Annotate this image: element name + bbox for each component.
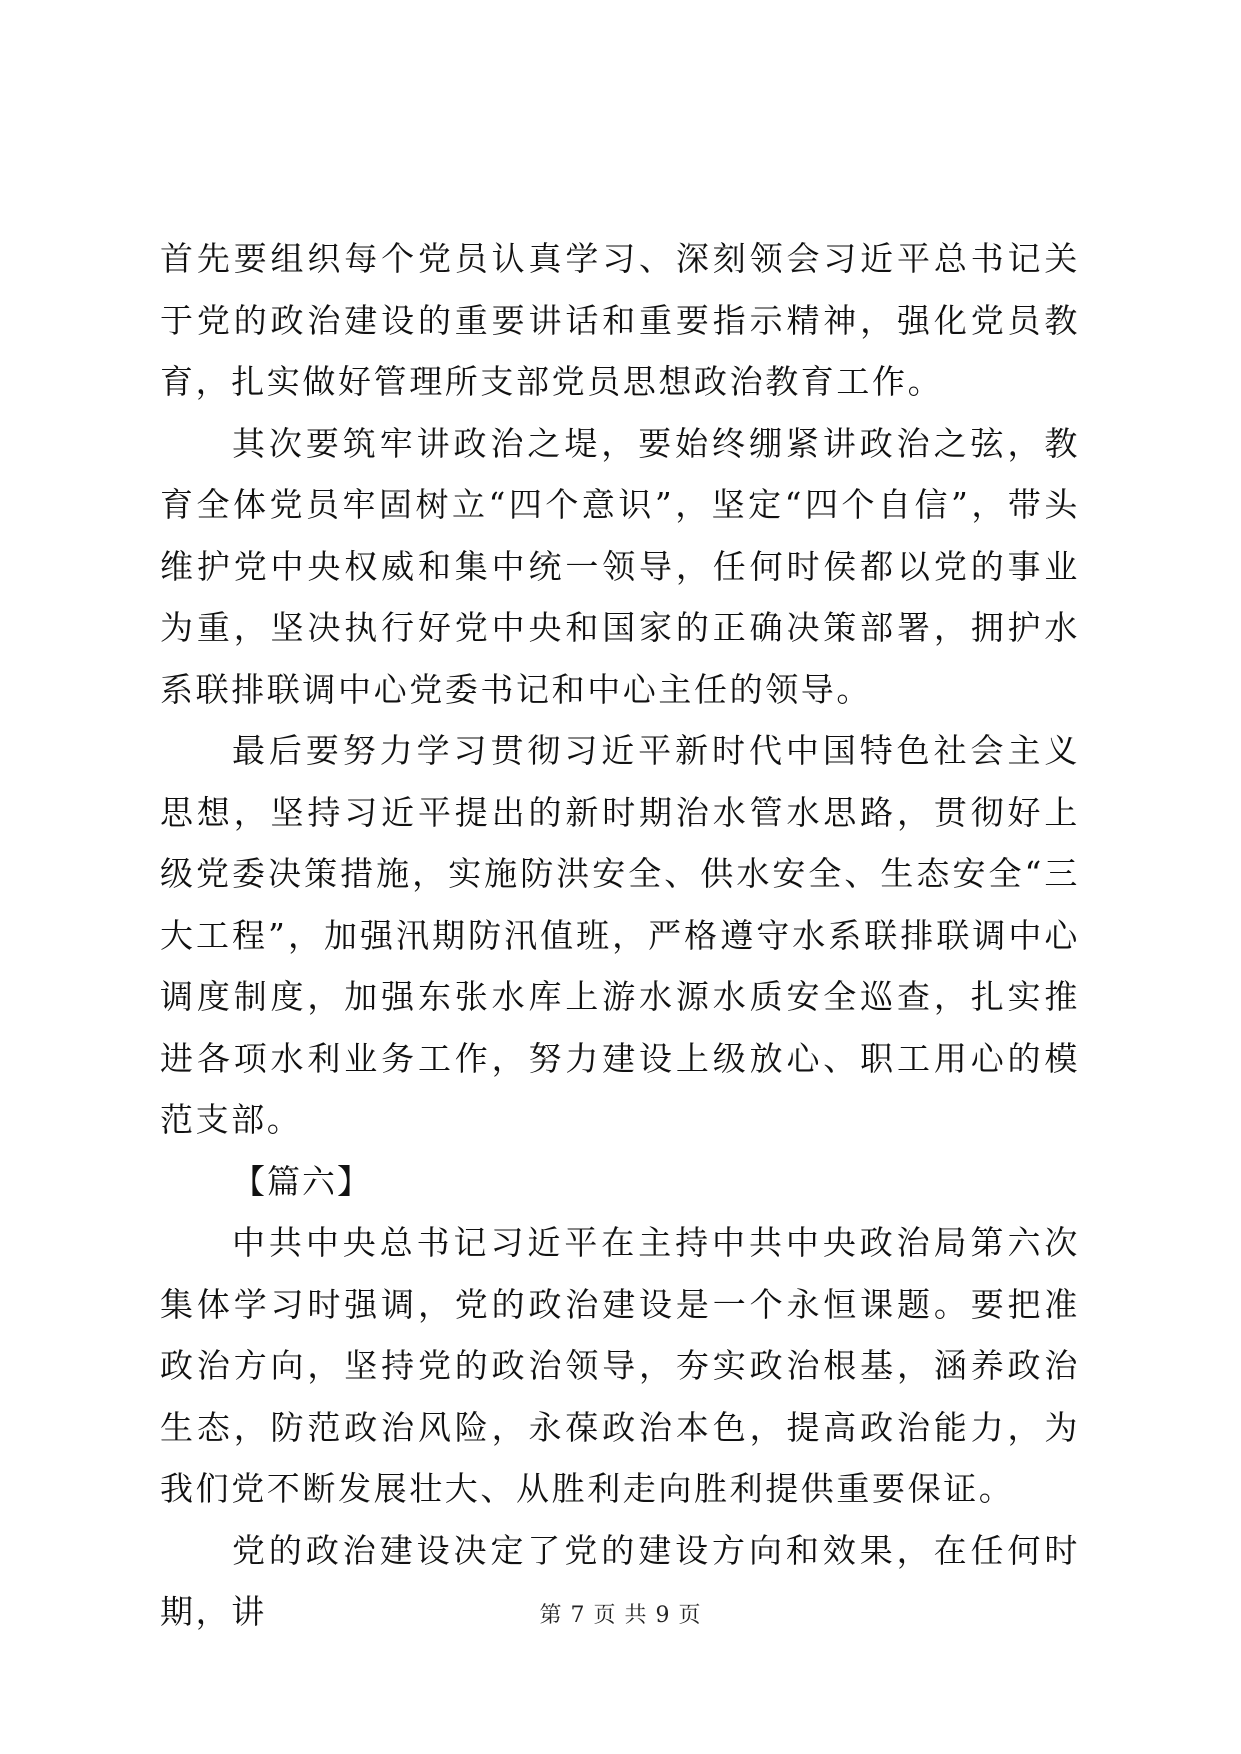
paragraph-study-thought: 最后要努力学习贯彻习近平新时代中国特色社会主义思想，坚持习近平提出的新时期治水管水思路，贯彻好上级党委决策措施，实施防洪安全、供水安全、生态安全“三大工程”，加强汛期防汛值班，严格遵守水系联排联调中心调度制度，加强东张水库上游水源水质安全巡查，扎实推进各项水利业务工作，努力建设上级放心、职工用心的模范支部。	[160, 731, 1080, 1139]
paragraph-political-embankment: 其次要筑牢讲政治之堤，要始终绷紧讲政治之弦，教育全体党员牢固树立“四个意识”，坚定“四个自信”，带头维护党中央权威和集中统一领导，任何时侯都以党的事业为重，坚决执行好党中央和国家的正确决策部署，拥护水系联排联调中心党委书记和中心主任的领导。	[160, 423, 1080, 709]
paragraph-study-guidance: 首先要组织每个党员认真学习、深刻领会习近平总书记关于党的政治建设的重要讲话和重要指示精神，强化党员教育，扎实做好管理所支部党员思想政治教育工作。	[160, 239, 1080, 401]
document-body	[160, 228, 1080, 1643]
paragraph-party-building: 党的政治建设决定了党的建设方向和效果，在任何时期，讲	[160, 1530, 1080, 1631]
paragraph-collective-study: 中共中央总书记习近平在主持中共中央政治局第六次集体学习时强调，党的政治建设是一个永恒课题。要把准政治方向，坚持党的政治领导，夯实政治根基，涵养政治生态，防范政治风险，永葆政治本色，提高政治能力，为我们党不断发展壮大、从胜利走向胜利提供重要保证。	[160, 1223, 1080, 1508]
page-number-footer: 第 7 页 共 9 页	[539, 1603, 702, 1628]
section-heading: 【篇六】	[232, 1161, 372, 1201]
